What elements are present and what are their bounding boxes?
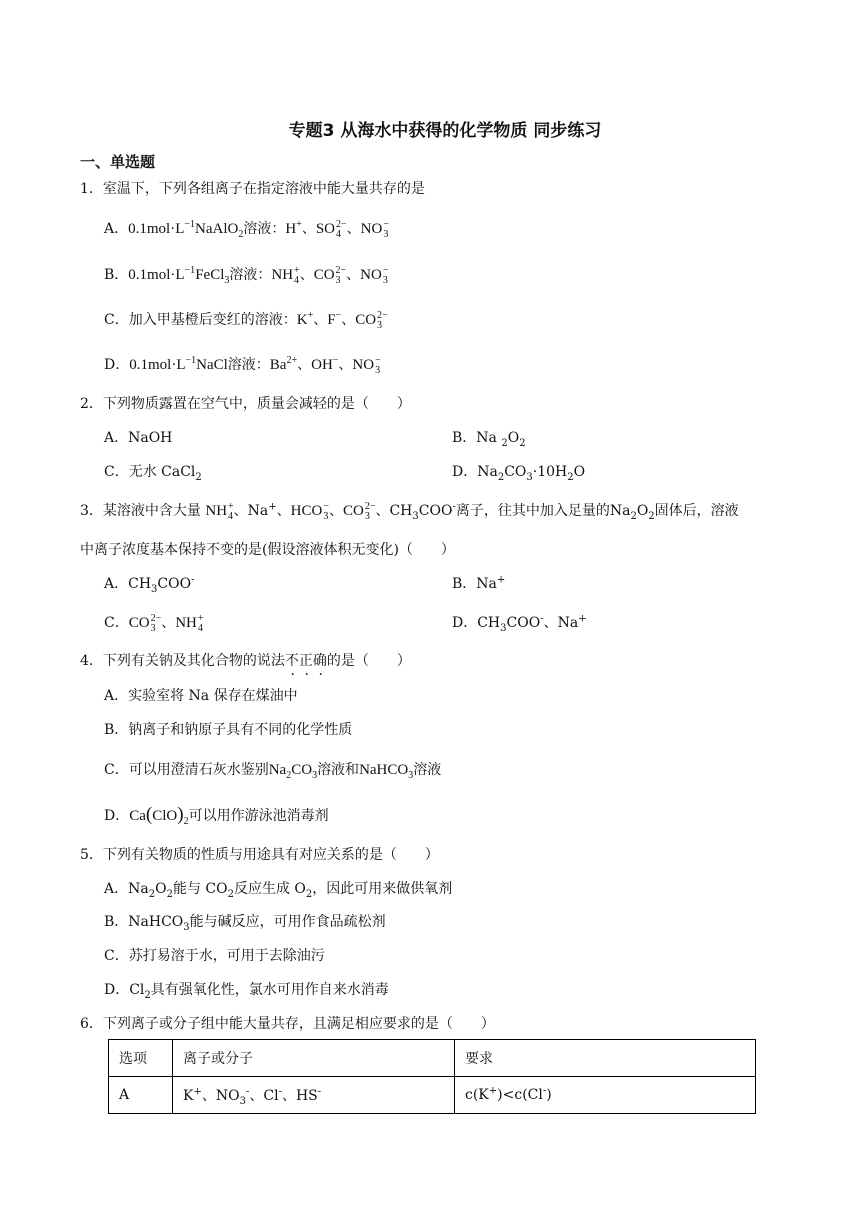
table-row <box>109 1077 756 1114</box>
table-header-cell: 离子或分子 <box>173 1040 455 1077</box>
question-2-stem: 2．下列物质露置在空气中，质量会减轻的是（ ） <box>80 396 411 412</box>
question-3-option-a: A．$CH_3COO^-$ <box>104 574 195 595</box>
question-1-option-d: D．$0.1mol\cdot L^{-1}NaCl$溶液：$Ba^{2+}$、OH−、NO − 3 <box>104 354 381 376</box>
question-5-option-a: A．$Na_2O_2$能与 $CO_2$反应生成 $O_2$，因此可用来做供氧剂 <box>104 881 453 900</box>
question-3-option-b: B．Na+ <box>452 574 506 592</box>
question-2-option-a: A．NaOH <box>104 430 173 446</box>
question-5-option-d: D．$Cl_2$具有强氧化性，氯水可用作自来水消毒 <box>104 982 389 1001</box>
table-header-row <box>109 1040 756 1077</box>
question-4-option-d: D．$Ca(ClO)_2$可以用作游泳池消毒剂 <box>104 804 329 827</box>
question-3-stem-line-2: 中离子浓度基本保持不变的是(假设溶液体积无变化)（ ） <box>80 542 455 558</box>
question-4-option-b: B．钠离子和钠原子具有不同的化学性质 <box>104 722 353 738</box>
question-5-option-b: B．NaHCO$_3$能与碱反应，可用作食品疏松剂 <box>104 914 386 933</box>
table-header-cell: 要求 <box>455 1040 756 1077</box>
question-2-option-c: C．无水 CaCl$_2$ <box>104 464 202 483</box>
question-1-option-c: C．加入甲基橙后变红的溶液：K+、F−、CO 2− 3 <box>104 309 388 331</box>
question-6-table <box>108 1039 756 1114</box>
question-2-option-b: B．Na $_2O_2$ <box>452 430 526 449</box>
question-4-stem: 4．下列有关钠及其化合物的说法不正确的是（ ） <box>80 653 411 669</box>
section-heading: 一、单选题 <box>80 153 156 171</box>
question-3-option-c: C．CO 2− 3 、NH + 4 <box>104 612 204 634</box>
page-title: 专题3 从海水中获得的化学物质 同步练习 <box>288 121 602 141</box>
question-1-stem: 1．室温下，下列各组离子在指定溶液中能大量共存的是 <box>80 181 425 197</box>
table-cell: A <box>109 1077 173 1114</box>
question-2-option-d: D．$Na_2CO_3\cdot 10H_2O$ <box>452 464 586 483</box>
table-cell: K+、$NO_3^-$、Cl-、HS- <box>173 1077 455 1114</box>
question-1-option-a: A．$0.1mol\cdot L^{-1}NaAlO_2$溶液：H+、SO 2− 4 、NO − 3 <box>104 218 389 240</box>
question-1-option-b: B．$0.1mol\cdot L^{-1}FeCl_3$溶液：NH + 4 、CO 2− 3 、NO − 3 <box>104 264 389 286</box>
question-5-stem: 5．下列有关物质的性质与用途具有对应关系的是（ ） <box>80 847 439 863</box>
question-3-option-d: D．$CH_3COO^-$、Na+ <box>452 613 587 634</box>
question-4-option-c: C．可以用澄清石灰水鉴别$Na_2CO_3$溶液和NaHCO$_3$溶液 <box>104 762 442 781</box>
table-header-cell: 选项 <box>109 1040 173 1077</box>
question-3-stem-line-1: 3．某溶液中含大量 NH + 4 、Na+、HCO − 3 、CO 2− 3 、$CH_3COO^-$离子，往其中加入足量的$Na_2O_2$固体后，溶液 <box>80 500 739 522</box>
question-6-stem: 6．下列离子或分子组中能大量共存，且满足相应要求的是（ ） <box>80 1016 495 1032</box>
table-cell: c(K+)<c(Cl-) <box>455 1077 756 1114</box>
question-5-option-c: C．苏打易溶于水，可用于去除油污 <box>104 948 325 964</box>
question-4-option-a: A．实验室将 Na 保存在煤油中 <box>104 688 298 704</box>
